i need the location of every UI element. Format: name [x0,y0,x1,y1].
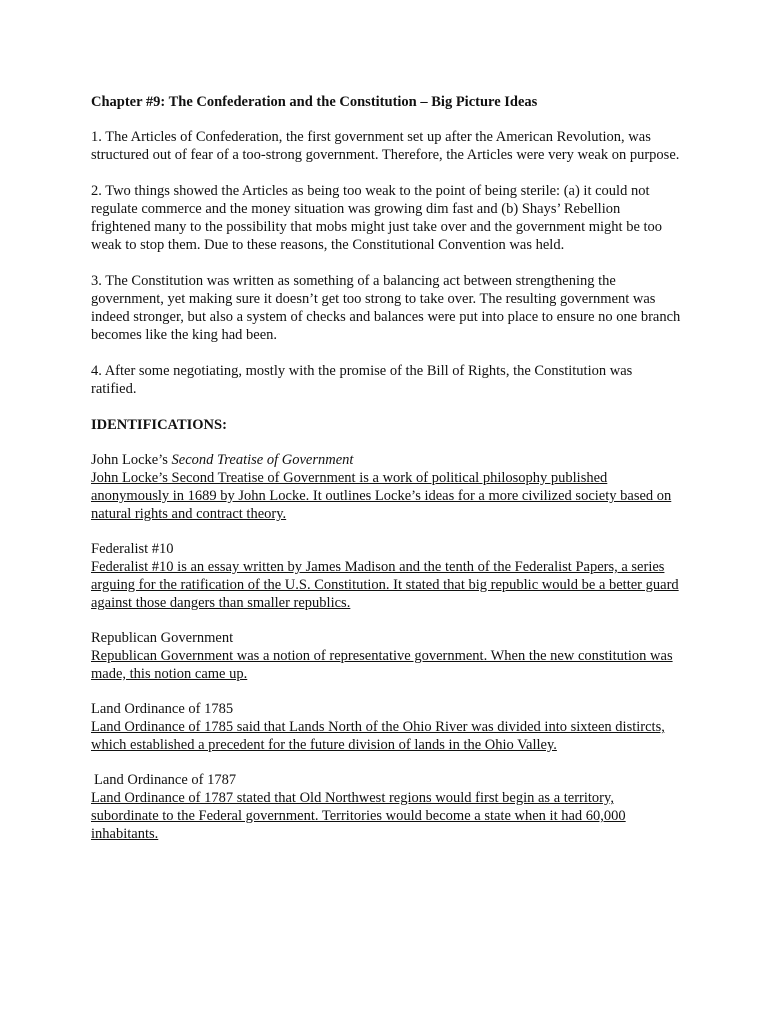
big-idea-paragraph-1: 1. The Articles of Confederation, the first government set up after the American Revolution, was structured out of fear of a too-strong government. Therefore, the Articles were very weak on purpose. [91,129,680,163]
term-text: John Locke’s [91,452,172,468]
identification-term [91,540,681,558]
big-idea-paragraph-4: 4. After some negotiating, mostly with the promise of the Bill of Rights, the Constitution was ratified. [91,363,633,397]
term-text: Republican Government [91,630,234,646]
identification-definition: John Locke’s Second Treatise of Government is a work of political philosophy published anonymously in 1689 by John Locke. It outlines Locke’s ideas for a more civilized society based on natural rights and contract theory. [91,470,672,522]
identification-definition: Land Ordinance of 1787 stated that Old Northwest regions would first begin as a territory, subordinate to the Federal government. Territories would become a state when it had 60,000 inhabitants. [91,790,626,842]
identification-item [91,451,681,523]
identification-term [94,771,681,789]
term-text: Land Ordinance of 1785 [91,701,234,717]
identification-term [91,451,681,469]
identification-term [91,629,681,647]
document-page [91,93,681,860]
identification-definition: Federalist #10 is an essay written by James Madison and the tenth of the Federalist Papers, a series arguing for the ratification of the U.S. Constitution. It stated that big republic would be a better guard against those dangers than smaller republics. [91,559,679,611]
identification-term [91,700,681,718]
identification-item [91,771,681,843]
identification-item [91,629,681,683]
identification-item [91,700,681,754]
document-title: Chapter #9: The Confederation and the Constitution – Big Picture Ideas [91,94,538,110]
term-text: Federalist #10 [91,541,174,557]
identification-definition: Land Ordinance of 1785 said that Lands North of the Ohio River was divided into sixteen distircts, which established a precedent for the future division of lands in the Ohio Valley. [91,719,665,753]
identification-definition: Republican Government was a notion of representative government. When the new constitution was made, this notion came up. [91,648,673,682]
big-idea-paragraph-2: 2. Two things showed the Articles as being too weak to the point of being sterile: (a) it could not regulate commerce and the money situation was growing dim fast and (b) Shays’ Rebellion frightened many to the possibility that mobs might just take over and the government might be too weak to stop them. Due to these reasons, the Constitutional Convention was held. [91,183,663,253]
big-idea-paragraph-3: 3. The Constitution was written as something of a balancing act between strengthening the government, yet making sure it doesn’t get too strong to take over. The resulting government was indeed stronger, but also a system of checks and balances were put into place to ensure no one branch becomes like the king had been. [91,273,681,343]
term-text: Land Ordinance of 1787 [94,772,237,788]
term-italic-title: Second Treatise of Government [171,452,354,468]
identifications-heading: IDENTIFICATIONS: [91,417,227,433]
identification-item [91,540,681,612]
